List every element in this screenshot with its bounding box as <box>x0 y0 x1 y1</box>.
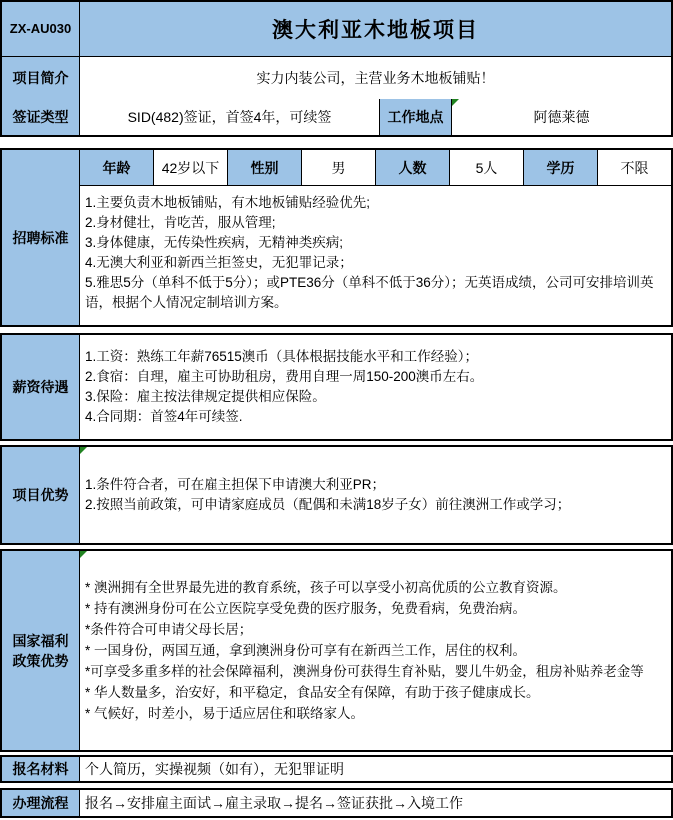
visa-type-label-cell[interactable]: 签证类型 <box>2 99 80 135</box>
welfare-item: * 华人数量多，治安好，和平稳定，食品安全有保障，有助于孩子健康成长。 <box>85 685 540 700</box>
salary-item: 4.合同期：首签4年可续签. <box>85 409 243 424</box>
gender-label-cell[interactable]: 性别 <box>228 150 302 185</box>
welfare-item: *可享受多重多样的社会保障福利，澳洲身份可获得生育补贴，婴儿牛奶金，租房补贴养老金等 <box>85 664 644 679</box>
welfare-item: *条件符合可申请父母长居； <box>85 622 253 637</box>
intro-label-cell[interactable]: 项目简介 <box>2 57 80 100</box>
cell-error-indicator-icon <box>452 99 459 106</box>
materials-content[interactable] <box>80 757 671 781</box>
advantages-list <box>80 447 671 543</box>
process-content[interactable] <box>80 790 671 816</box>
requirement-item: 3.身体健康，无传染性疾病，无精神类疾病; <box>85 235 344 250</box>
recruitment-section <box>0 148 673 327</box>
advantages-label-cell[interactable] <box>2 447 80 543</box>
welfare-item: * 一国身份，两国互通，拿到澳洲身份可享有在新西兰工作，居住的权利。 <box>85 643 527 658</box>
requirement-item: 4.无澳大利亚和新西兰拒签史，无犯罪记录； <box>85 255 353 270</box>
salary-label-cell[interactable] <box>2 335 80 439</box>
education-value-cell[interactable]: 不限 <box>620 159 649 176</box>
headcount-label-cell[interactable]: 人数 <box>376 150 450 185</box>
recruitment-requirements-list[interactable] <box>80 186 671 325</box>
work-location-value: 阿德莱德 <box>533 109 590 126</box>
requirement-item: 5.雅思5分（单科不低于5分）；或PTE36分（单科不低于36分）；无英语成绩，公司可安排培训英语，根据个人情况定制培训方案。 <box>85 275 654 310</box>
welfare-label-cell[interactable] <box>2 551 80 750</box>
visa-row <box>2 99 671 135</box>
welfare-section <box>0 549 673 752</box>
materials-value: 个人简历，实操视频（如有），无犯罪证明 <box>85 761 344 777</box>
title-row <box>2 2 671 57</box>
materials-section <box>0 755 673 783</box>
requirement-item: 2.身材健壮，肯吃苦，服从管理; <box>85 215 276 230</box>
welfare-list <box>80 551 671 750</box>
education-label-cell[interactable]: 学历 <box>524 150 598 185</box>
age-value-cell[interactable]: 42岁以下 <box>154 150 228 185</box>
advantages-content[interactable] <box>80 447 671 543</box>
recruitment-content <box>80 150 671 325</box>
intro-row <box>2 57 671 100</box>
intro-value-cell[interactable]: 实力内装公司，主营业务木地板铺贴！ <box>256 69 495 86</box>
welfare-item: * 气候好，时差小，易于适应居住和联络家人。 <box>85 706 365 721</box>
spec-row <box>80 150 671 186</box>
salary-item: 3.保险：雇主按法律规定提供相应保险。 <box>85 389 326 404</box>
salary-item: 2.食宿：自理，雇主可协助租房，费用自理一周150-200澳币左右。 <box>85 369 484 384</box>
project-code-cell[interactable]: ZX-AU030 <box>2 2 80 57</box>
welfare-label-line2: 政策优势 <box>12 652 69 669</box>
gender-value-cell[interactable]: 男 <box>302 150 376 185</box>
salary-list <box>80 335 671 439</box>
welfare-item: * 澳洲拥有全世界最先进的教育系统，孩子可以享受小初高优质的公立教育资源。 <box>85 580 567 595</box>
header-section <box>0 0 673 137</box>
salary-section <box>0 333 673 441</box>
materials-label: 报名材料 <box>12 761 69 777</box>
recruitment-label: 招聘标准 <box>12 229 69 246</box>
salary-item: 1.工资：熟练工年薪76515澳币（具体根据技能水平和工作经验）； <box>85 349 479 364</box>
visa-type-value-cell[interactable]: SID(482)签证，首签4年，可续签 <box>80 99 380 135</box>
welfare-label-line1: 国家福利 <box>12 632 69 649</box>
work-location-value-cell[interactable] <box>452 99 671 135</box>
advantage-item: 1.条件符合者，可在雇主担保下申请澳大利亚PR； <box>85 477 386 492</box>
advantage-item: 2.按照当前政策，可申请家庭成员（配偶和未满18岁子女）前往澳洲工作或学习； <box>85 497 571 512</box>
welfare-item: * 持有澳洲身份可在公立医院享受免费的医疗服务，免费看病，免费治病。 <box>85 601 527 616</box>
process-section <box>0 788 673 818</box>
page-title[interactable]: 澳大利亚木地板项目 <box>80 2 671 57</box>
recruitment-label-cell[interactable] <box>2 150 80 325</box>
advantages-label: 项目优势 <box>12 487 69 503</box>
salary-label: 薪资待遇 <box>12 379 69 395</box>
process-label-cell[interactable] <box>2 790 80 816</box>
cell-error-indicator-icon <box>80 447 87 454</box>
salary-content[interactable] <box>80 335 671 439</box>
cell-error-indicator-icon <box>80 551 87 558</box>
materials-label-cell[interactable] <box>2 757 80 781</box>
requirement-item: 1.主要负责木地板铺贴，有木地板铺贴经验优先; <box>85 195 371 210</box>
headcount-value-cell[interactable]: 5人 <box>450 150 524 185</box>
age-label-cell[interactable]: 年龄 <box>80 150 154 185</box>
process-label: 办理流程 <box>12 795 69 811</box>
advantages-section <box>0 445 673 545</box>
process-value: 报名→安排雇主面试→雇主录取→提名→签证获批→入境工作 <box>85 795 463 811</box>
welfare-content[interactable] <box>80 551 671 750</box>
work-location-label-cell[interactable]: 工作地点 <box>380 99 452 135</box>
